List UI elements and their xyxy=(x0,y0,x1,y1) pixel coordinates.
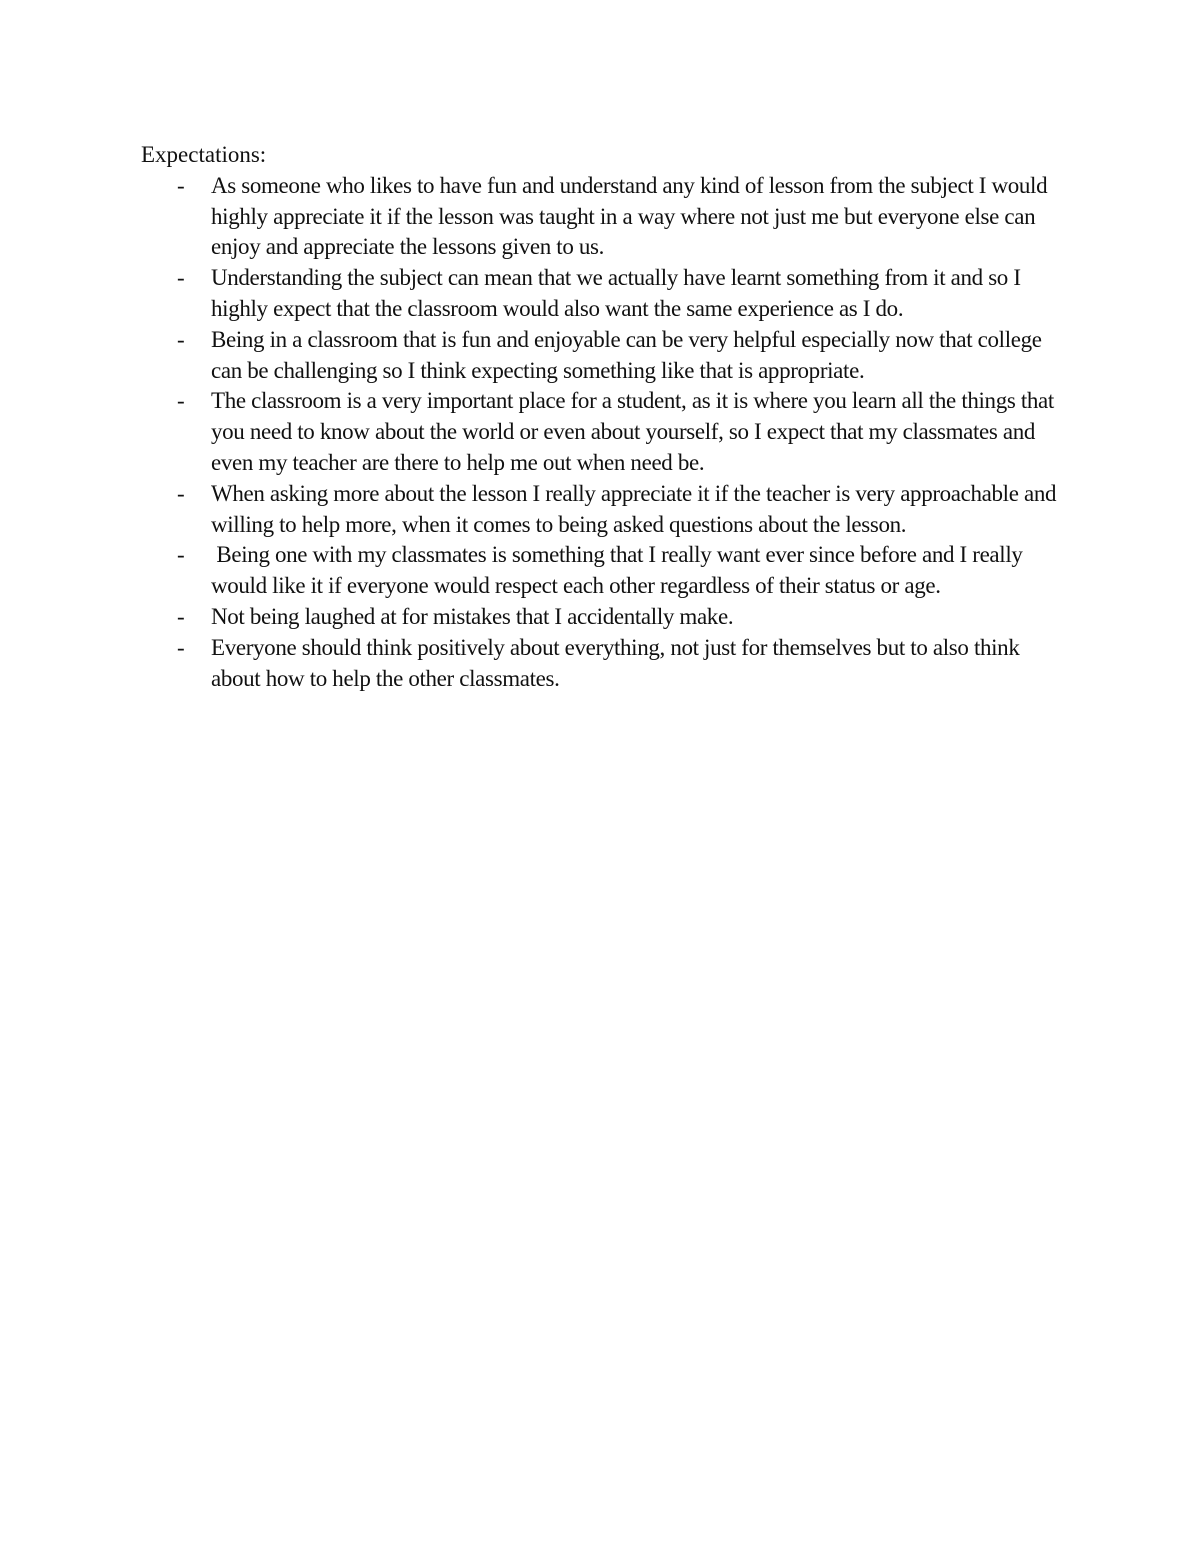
list-item-text: Being one with my classmates is something that I really want ever since before and I really would like it if everyone would respect each other regardless of their status or age. xyxy=(211,542,1028,599)
dash-bullet: - xyxy=(177,172,185,198)
list-item xyxy=(141,263,1081,325)
dash-bullet: - xyxy=(177,603,185,629)
list-item-text: When asking more about the lesson I really appreciate it if the teacher is very approachable and willing to help more, when it comes to being asked questions about the lesson. xyxy=(211,480,1057,537)
dash-bullet: - xyxy=(177,542,185,568)
list-item xyxy=(141,325,1081,387)
list-item-text: Not being laughed at for mistakes that I accidentally make. xyxy=(211,603,734,629)
list-item-text: The classroom is a very important place for a student, as it is where you learn all the things that you need to know about the world or even about yourself, so I expect that my classmates and even my teacher are there to help me out when need be. xyxy=(211,388,1054,475)
list-item xyxy=(141,602,1081,633)
list-item xyxy=(141,386,1081,478)
expectations-list xyxy=(141,171,1081,695)
list-item xyxy=(141,540,1081,602)
list-item xyxy=(141,171,1081,263)
list-item xyxy=(141,633,1081,695)
list-item-text: Being in a classroom that is fun and enjoyable can be very helpful especially now that college can be challenging so I think expecting something like that is appropriate. xyxy=(211,326,1042,383)
dash-bullet: - xyxy=(177,480,185,506)
list-item-text: Understanding the subject can mean that we actually have learnt something from it and so I highly expect that the classroom would also want the same experience as I do. xyxy=(211,265,1021,321)
expectations-heading: Expectations: xyxy=(141,142,267,167)
document-body xyxy=(141,140,1081,694)
list-item-text: As someone who likes to have fun and understand any kind of lesson from the subject I would highly appreciate it if the lesson was taught in a way where not just me but everyone else can enjoy and appreciate the lessons given to us. xyxy=(211,172,1048,260)
dash-bullet: - xyxy=(177,634,185,660)
dash-bullet: - xyxy=(177,265,185,291)
list-item xyxy=(141,479,1081,541)
list-item-text: Everyone should think positively about everything, not just for themselves but to also think about how to help the other classmates. xyxy=(211,634,1020,691)
dash-bullet: - xyxy=(177,388,185,414)
dash-bullet: - xyxy=(177,326,185,352)
